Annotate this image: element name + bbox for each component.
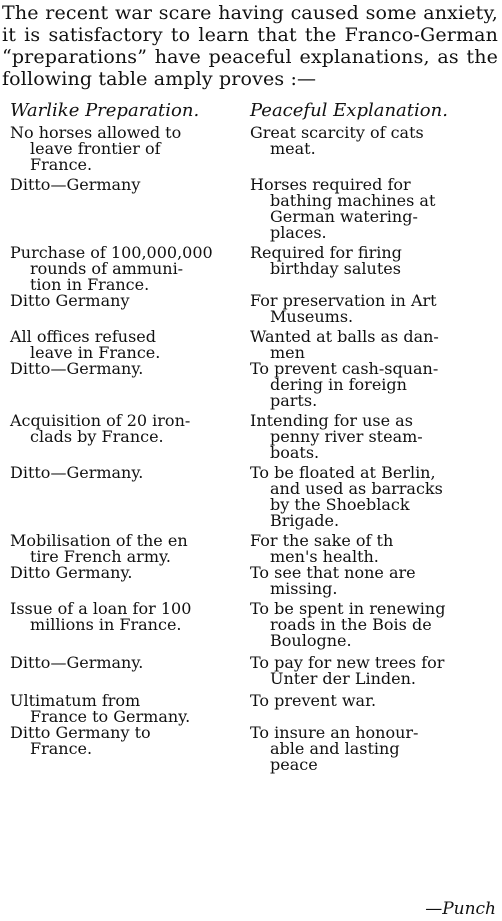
preparation-line: millions in France. — [30, 615, 182, 634]
table-row — [2, 329, 498, 361]
explanation-line: men's health. — [270, 547, 379, 566]
preparation-line: Ditto—Germany. — [10, 359, 144, 378]
explanation-line: For the sake of th — [250, 531, 394, 550]
preparation-line: Ditto—Germany. — [10, 463, 144, 482]
peaceful-explanation-cell — [250, 533, 498, 565]
peaceful-explanation-cell — [250, 293, 498, 325]
explanation-line: bathing machines at — [270, 191, 436, 210]
warlike-preparation-cell — [2, 125, 250, 173]
explanation-line: To see that none are — [250, 563, 416, 582]
explanation-line: Required for firing — [250, 243, 402, 262]
warlike-preparation-cell — [2, 361, 250, 377]
warlike-preparation-cell — [2, 565, 250, 581]
table-headings — [2, 99, 498, 123]
warlike-preparation-cell — [2, 245, 250, 293]
preparation-line: All offices refused — [10, 327, 156, 346]
warlike-preparation-cell — [2, 413, 250, 445]
explanation-line: Unter der Linden. — [270, 669, 417, 688]
warlike-preparation-cell — [2, 725, 250, 757]
peaceful-explanation-cell — [250, 177, 498, 241]
explanation-line: penny river steam- — [270, 427, 423, 446]
explanation-line: boats. — [270, 443, 320, 462]
peaceful-explanation-cell — [250, 125, 498, 157]
preparation-line: Ultimatum from — [10, 691, 141, 710]
explanation-line: Boulogne. — [270, 631, 352, 650]
peaceful-explanation-cell — [250, 413, 498, 461]
explanation-line: Horses required for — [250, 175, 411, 194]
explanation-line: Museums. — [270, 307, 354, 326]
explanation-line: To be floated at Berlin, — [250, 463, 436, 482]
preparation-line: Mobilisation of the en — [10, 531, 188, 550]
explanation-line: German watering- — [270, 207, 418, 226]
table-row — [2, 125, 498, 173]
explanation-line: To insure an honour- — [250, 723, 419, 742]
peaceful-explanation-cell — [250, 655, 498, 687]
explanation-line: places. — [270, 223, 327, 242]
peaceful-explanation-cell — [250, 465, 498, 529]
preparation-line: Ditto Germany to — [10, 723, 151, 742]
preparation-line: rounds of ammuni- — [30, 259, 184, 278]
preparation-line: tion in France. — [30, 275, 150, 294]
peaceful-explanation-cell — [250, 693, 498, 709]
explanation-line: by the Shoeblack — [270, 495, 410, 514]
warlike-preparation-cell — [2, 655, 250, 671]
peaceful-explanation-cell — [250, 601, 498, 649]
table-row — [2, 177, 498, 241]
table-row — [2, 533, 498, 565]
table-row — [2, 601, 498, 649]
heading-peaceful-explanation: Peaceful Explanation. — [250, 100, 448, 121]
explanation-line: peace — [270, 755, 318, 774]
explanation-line: roads in the Bois de — [270, 615, 432, 634]
table-row — [2, 245, 498, 293]
preparation-line: leave in France. — [30, 343, 161, 362]
warlike-preparation-cell — [2, 293, 250, 309]
explanation-line: men — [270, 343, 305, 362]
table-row — [2, 565, 498, 597]
preparation-line: Ditto—Germany — [10, 175, 141, 194]
warlike-preparation-cell — [2, 465, 250, 481]
preparation-line: Ditto Germany — [10, 291, 130, 310]
explanation-line: For preservation in Art — [250, 291, 437, 310]
explanation-line: parts. — [270, 391, 318, 410]
explanation-line: To prevent war. — [250, 691, 377, 710]
explanation-line: Intending for use as — [250, 411, 413, 430]
preparation-line: tire French army. — [30, 547, 171, 566]
explanation-line: birthday salutes — [270, 259, 401, 278]
preparation-line: Purchase of 100,000,000 — [10, 243, 213, 262]
explanation-line: To be spent in renewing — [250, 599, 446, 618]
explanation-line: To pay for new trees for — [250, 653, 445, 672]
comparison-table — [2, 125, 498, 773]
preparation-line: Acquisition of 20 iron- — [10, 411, 191, 430]
intro-paragraph: The recent war scare having caused some anxiety, it is satisfactory to learn that the Franco-German “preparations” have peaceful explanations, as the following table amply proves :— — [2, 2, 498, 90]
explanation-line: and used as barracks — [270, 479, 443, 498]
warlike-preparation-cell — [2, 533, 250, 565]
table-row — [2, 465, 498, 529]
explanation-line: missing. — [270, 579, 338, 598]
preparation-line: Issue of a loan for 100 — [10, 599, 192, 618]
warlike-preparation-cell — [2, 329, 250, 361]
table-row — [2, 693, 498, 725]
explanation-line: Brigade. — [270, 511, 340, 530]
table-row — [2, 361, 498, 409]
peaceful-explanation-cell — [250, 329, 498, 361]
explanation-line: meat. — [270, 139, 316, 158]
explanation-line: able and lasting — [270, 739, 400, 758]
explanation-line: dering in foreign — [270, 375, 407, 394]
table-row — [2, 725, 498, 773]
preparation-line: France to Germany. — [30, 707, 191, 726]
peaceful-explanation-cell — [250, 725, 498, 773]
table-row — [2, 413, 498, 461]
warlike-preparation-cell — [2, 177, 250, 193]
peaceful-explanation-cell — [250, 565, 498, 597]
warlike-preparation-cell — [2, 693, 250, 725]
explanation-line: Wanted at balls as dan- — [250, 327, 439, 346]
warlike-preparation-cell — [2, 601, 250, 633]
preparation-line: Ditto Germany. — [10, 563, 133, 582]
explanation-line: To prevent cash-squan- — [250, 359, 439, 378]
preparation-line: France. — [30, 155, 93, 174]
preparation-line: clads by France. — [30, 427, 164, 446]
preparation-line: France. — [30, 739, 93, 758]
peaceful-explanation-cell — [250, 245, 498, 277]
table-row — [2, 293, 498, 325]
table-row — [2, 655, 498, 687]
preparation-line: leave frontier of — [30, 139, 161, 158]
source-attribution: —Punch — [425, 899, 496, 919]
preparation-line: No horses allowed to — [10, 123, 182, 142]
preparation-line: Ditto—Germany. — [10, 653, 144, 672]
explanation-line: Great scarcity of cats — [250, 123, 424, 142]
heading-warlike-preparation: Warlike Preparation. — [10, 100, 200, 121]
peaceful-explanation-cell — [250, 361, 498, 409]
